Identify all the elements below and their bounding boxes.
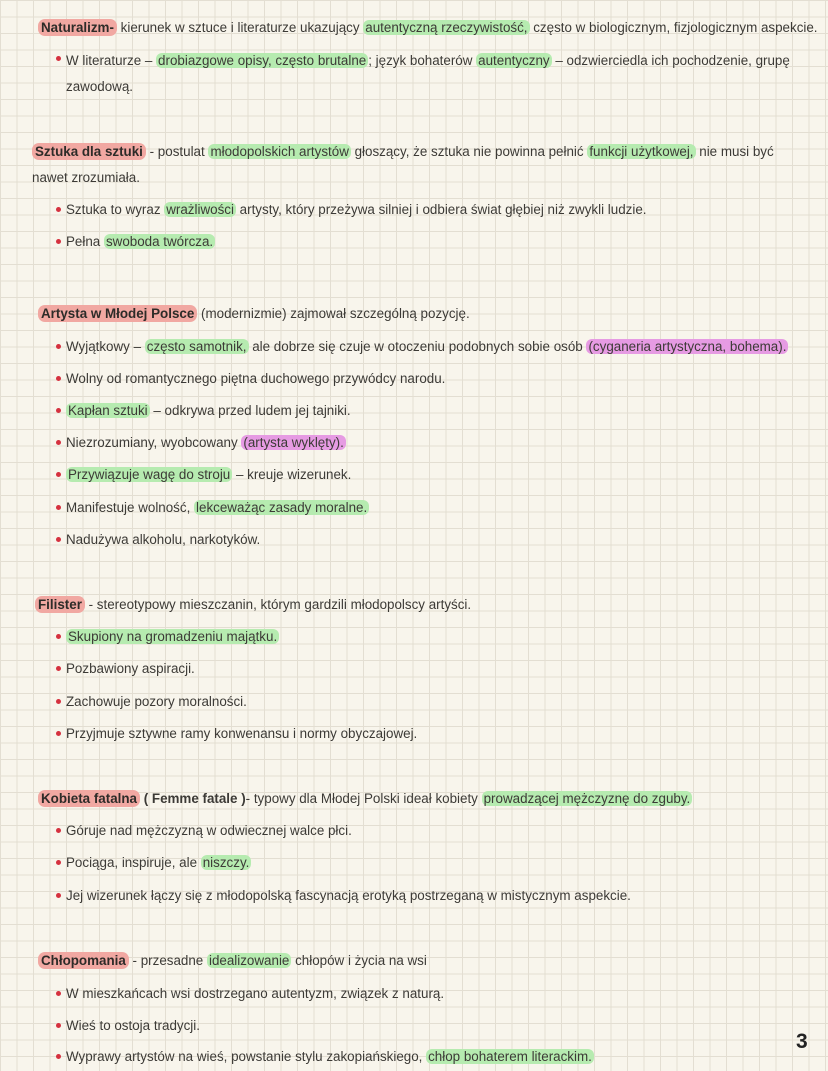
artysta-bullet-1: Wyjątkowy – często samotnik, ale dobrze się czuje w otoczeniu podobnych sobie osób (cyganeria artystyczna, bohema). — [56, 336, 806, 358]
artysta-bullet-4: Niezrozumiany, wyobcowany (artysta wyklęty). — [56, 432, 806, 454]
bullet-dot — [56, 344, 61, 349]
bullet-dot — [56, 666, 61, 671]
kobieta-bullet-1: Góruje nad mężczyzną w odwiecznej walce płci. — [56, 820, 806, 842]
artysta-bullet-3: Kapłan sztuki – odkrywa przed ludem jej tajniki. — [56, 400, 806, 422]
bullet-dot — [56, 408, 61, 413]
bullet-dot — [56, 376, 61, 381]
highlight-green: swoboda twórcza. — [105, 234, 214, 249]
chlopomania-definition: Chłopomania - przesadne idealizowanie chłopów i życia na wsi — [38, 950, 808, 972]
highlight-purple: (cyganeria artystyczna, bohema). — [588, 339, 787, 354]
bullet-dot — [56, 440, 61, 445]
highlight-green: niszczy. — [202, 855, 250, 870]
highlight-green: funkcji użytkowej, — [589, 144, 694, 159]
bullet-dot — [56, 239, 61, 244]
kobieta-bullet-3: Jej wizerunek łączy się z młodopolską fascynacją erotyką postrzeganą w mistycznym aspekcie. — [56, 885, 806, 907]
highlight-green: Skupiony na gromadzeniu majątku. — [68, 629, 278, 644]
chlopomania-bullet-3: Wyprawy artystów na wieś, powstanie stylu zakopiańskiego, chłop bohaterem literackim. — [56, 1046, 806, 1068]
highlight-purple: (artysta wyklęty). — [243, 435, 344, 450]
highlight-green: lekceważąc zasady moralne. — [196, 500, 368, 515]
chlopomania-bullet-2: Wieś to ostoja tradycji. — [56, 1015, 806, 1037]
filister-bullet-4: Przyjmuje sztywne ramy konwenansu i normy obyczajowej. — [56, 723, 806, 745]
term-sztuka-dla-sztuki: Sztuka dla sztuki — [32, 143, 146, 160]
sztuka-bullet-2: Pełna swoboda twórcza. — [56, 231, 806, 253]
term-chlopomania: Chłopomania — [38, 952, 129, 969]
bullet-dot — [56, 731, 61, 736]
filister-bullet-3: Zachowuje pozory moralności. — [56, 691, 806, 713]
bullet-dot — [56, 1023, 61, 1028]
bullet-dot — [56, 860, 61, 865]
filister-definition: Filister - stereotypowy mieszczanin, którym gardzili młodopolscy artyści. — [35, 594, 805, 616]
highlight-green: wrażliwości — [166, 202, 234, 217]
highlight-green: idealizowanie — [208, 953, 290, 968]
sztuka-definition: Sztuka dla sztuki - postulat młodopolskich artystów głoszący, że sztuka nie powinna pełnić funkcji użytkowej, nie musi być nawet zrozumiała. — [32, 144, 774, 185]
term-artysta: Artysta w Młodej Polsce — [38, 305, 197, 322]
sztuka-bullet-1: Sztuka to wyraz wrażliwości artysty, który przeżywa silniej i odbiera świat głębiej niż zwykli ludzie. — [56, 199, 806, 221]
naturalizm-bullet-1: W literaturze – drobiazgowe opisy, często brutalne ; język bohaterów autentyczny – odzwierciedla ich pochodzenie, grupę zawodową. — [56, 48, 806, 100]
filister-bullet-2: Pozbawiony aspiracji. — [56, 658, 806, 680]
bullet-dot — [56, 828, 61, 833]
highlight-green: chłop bohaterem literackim. — [428, 1049, 592, 1064]
kobieta-bullet-2: Pociąga, inspiruje, ale niszczy. — [56, 852, 806, 874]
artysta-bullet-7: Nadużywa alkoholu, narkotyków. — [56, 529, 806, 551]
highlight-green: autentyczną rzeczywistość, — [365, 20, 528, 35]
highlight-green: Kapłan sztuki — [68, 403, 148, 418]
bullet-dot — [56, 991, 61, 996]
highlight-green: prowadzącej mężczyznę do zguby. — [483, 791, 691, 806]
bullet-dot — [56, 699, 61, 704]
highlight-green: autentyczny — [478, 53, 550, 68]
bullet-dot — [56, 1054, 61, 1059]
term-filister: Filister — [35, 596, 85, 613]
highlight-green: drobiazgowe opisy, często brutalne — [158, 53, 367, 68]
artysta-bullet-2: Wolny od romantycznego piętna duchowego przywódcy narodu. — [56, 368, 806, 390]
term-naturalizm: Naturalizm- — [38, 19, 117, 36]
naturalizm-definition: Naturalizm- kierunek w sztuce i literaturze ukazujący autentyczną rzeczywistość, często w biologicznym, fizjologicznym aspekcie. — [38, 17, 808, 39]
kobieta-definition: Kobieta fatalna ( Femme fatale )- typowy dla Młodej Polski ideał kobiety prowadzącej mężczyznę do zguby. — [38, 788, 808, 810]
term-kobieta-fatalna: Kobieta fatalna — [38, 790, 140, 807]
highlight-green: często samotnik, — [146, 339, 247, 354]
chlopomania-bullet-1: W mieszkańcach wsi dostrzegano autentyzm, związek z naturą. — [56, 983, 806, 1005]
artysta-definition: Artysta w Młodej Polsce (modernizmie) zajmował szczególną pozycję. — [38, 303, 808, 325]
bullet-dot — [56, 634, 61, 639]
bullet-dot — [56, 56, 61, 61]
bullet-dot — [56, 537, 61, 542]
page-number: 3 — [796, 1030, 808, 1053]
bullet-dot — [56, 207, 61, 212]
bullet-dot — [56, 505, 61, 510]
bullet-dot — [56, 893, 61, 898]
filister-bullet-1 — [56, 626, 806, 648]
bullet-dot — [56, 472, 61, 477]
highlight-green: Przywiązuje wagę do stroju — [68, 467, 231, 482]
highlight-green: młodopolskich artystów — [210, 144, 349, 159]
artysta-bullet-6: Manifestuje wolność, lekceważąc zasady moralne. — [56, 497, 806, 519]
artysta-bullet-5: Przywiązuje wagę do stroju – kreuje wizerunek. — [56, 464, 806, 486]
